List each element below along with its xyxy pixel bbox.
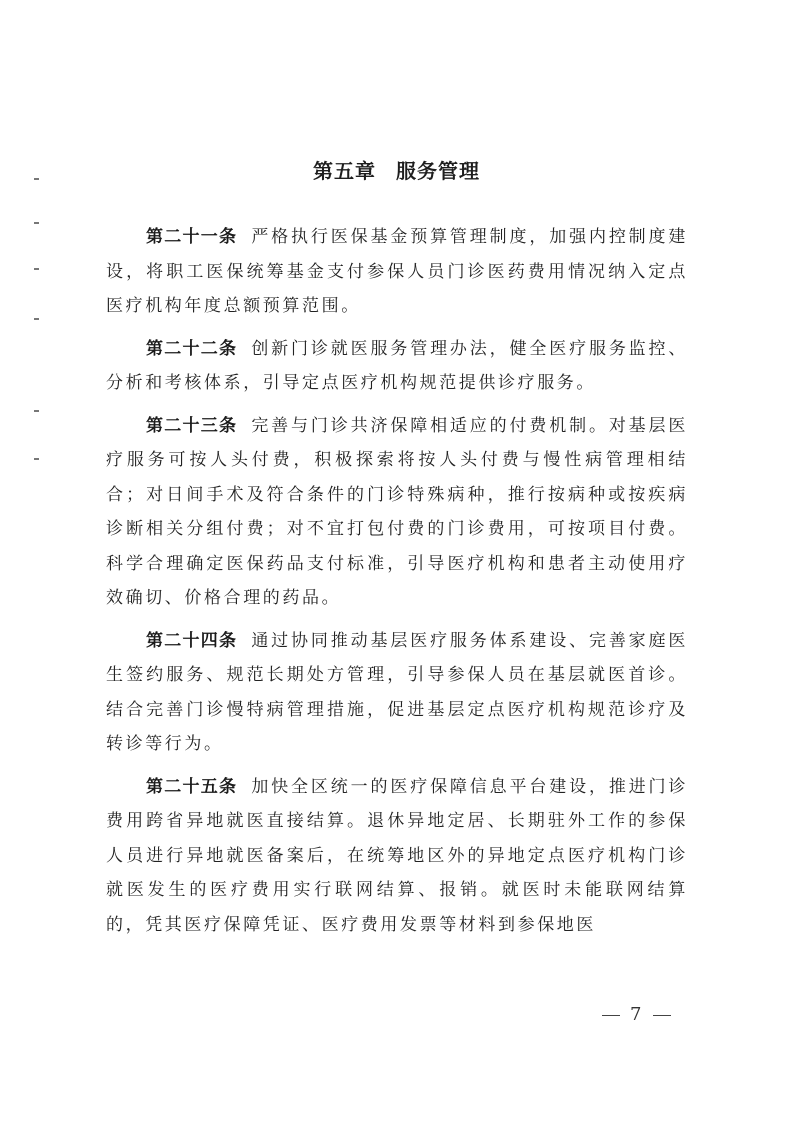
binding-margin-mark [34,318,39,320]
article-text: 通过协同推动基层医疗服务体系建设、完善家庭医生签约服务、规范长期处方管理，引导参保人员在基层就医首诊。结合完善门诊慢特病管理措施，促进基层定点医疗机构规范诊疗及转诊等行为。 [106,630,689,754]
page-number-dash-right [653,1015,671,1016]
article-label: 第二十五条 [146,776,238,797]
page-number-dash-left [602,1015,620,1016]
article-label: 第二十一条 [146,227,238,247]
article-21 [106,220,688,324]
article-text: 完善与门诊共济保障相适应的付费机制。对基层医疗服务可按人头付费，积极探索将按人头付费与慢性病管理相结合；对日间手术及符合条件的门诊特殊病种，推行按病种或按疾病诊断相关分组付费；对不宜打包付费的门诊费用，可按项目付费。科学合理确定医保药品支付标准，引导医疗机构和患者主动使用疗效确切、价格合理的药品。 [106,415,689,608]
chapter-subtitle: 服务管理 [396,159,480,184]
chapter-number: 第五章 [313,159,376,184]
article-text: 加快全区统一的医疗保障信息平台建设，推进门诊费用跨省异地就医直接结算。退休异地定居、长期驻外工作的参保人员进行异地就医备案后，在统筹地区外的异地定点医疗机构门诊就医发生的医疗费用实行联网结算、报销。就医时未能联网结算的，凭其医疗保障凭证、医疗费用发票等材料到参保地医 [106,776,689,935]
chapter-title [0,157,793,185]
article-label: 第二十三条 [146,415,238,436]
article-24 [106,624,688,762]
page-number [602,1003,671,1027]
binding-margin-mark [34,410,39,412]
article-23 [106,409,688,616]
page-number-value: 7 [630,1004,644,1025]
binding-margin-mark [34,222,39,224]
document-body [106,220,688,950]
binding-margin-mark [34,178,39,180]
binding-margin-mark [34,268,39,270]
binding-margin-mark [34,458,39,460]
article-label: 第二十四条 [146,630,238,651]
article-text: 创新门诊就医服务管理办法，健全医疗服务监控、分析和考核体系，引导定点医疗机构规范提供诊疗服务。 [106,338,689,393]
article-25 [106,770,688,943]
article-text: 严格执行医保基金预算管理制度，加强内控制度建设，将职工医保统筹基金支付参保人员门诊医药费用情况纳入定点医疗机构年度总额预算范围。 [106,227,689,316]
article-22 [106,332,688,401]
article-label: 第二十二条 [146,338,238,359]
